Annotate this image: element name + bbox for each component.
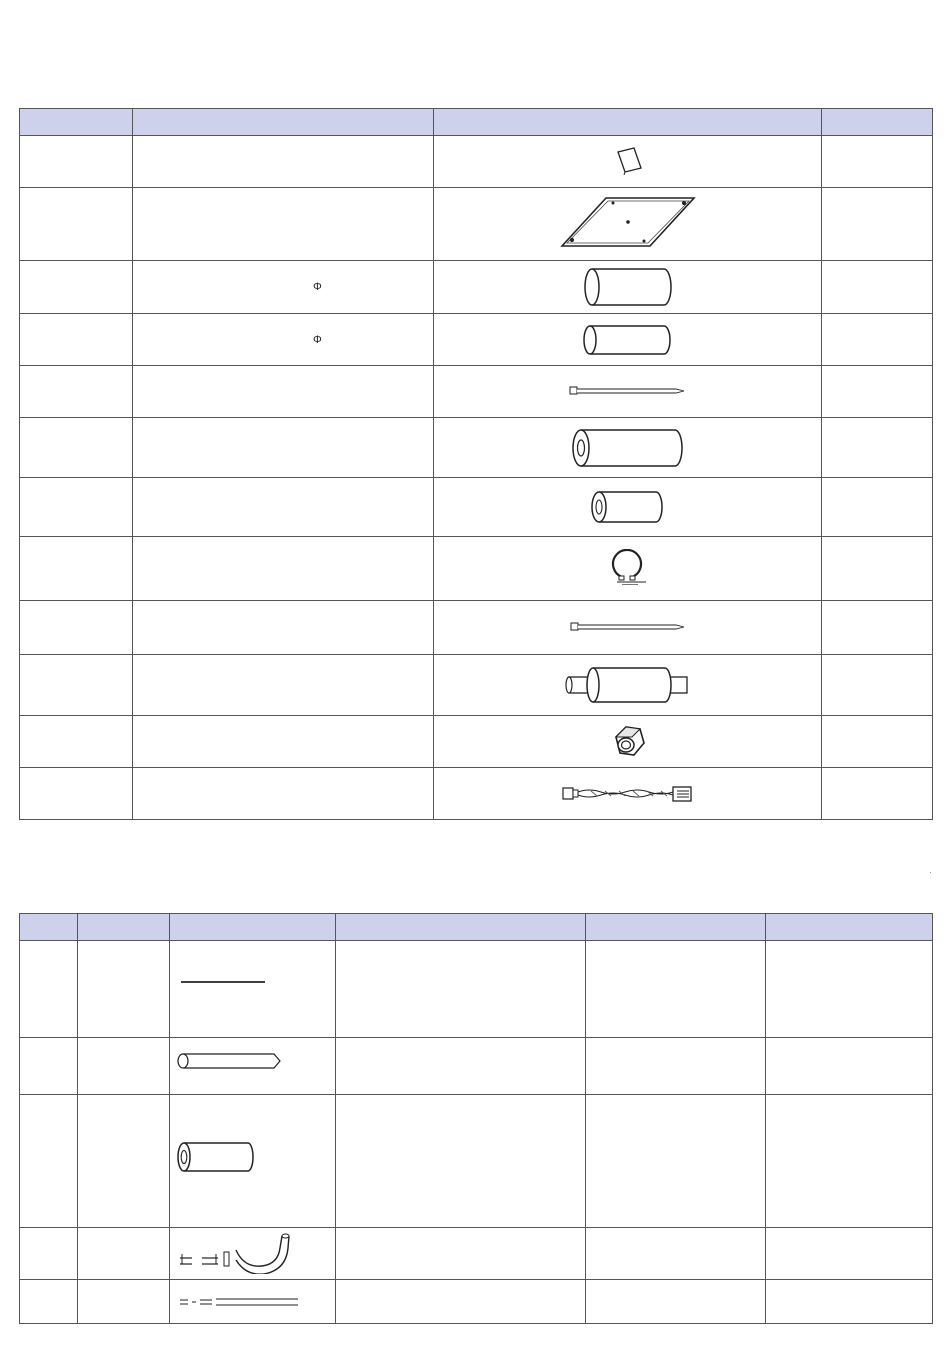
header-cell	[766, 914, 933, 941]
long-pipe-icon	[176, 1052, 286, 1070]
stray-mark	[930, 872, 931, 873]
table-cell	[766, 1228, 933, 1280]
table-cell	[133, 366, 434, 418]
table-cell	[586, 1228, 766, 1280]
table-row	[20, 768, 933, 820]
table-cell	[822, 261, 933, 314]
table-cell	[434, 768, 822, 820]
table-cell	[133, 418, 434, 478]
table-cell	[78, 1280, 170, 1324]
table-cell	[586, 1095, 766, 1228]
table-cell	[822, 716, 933, 768]
table-cell	[133, 314, 434, 366]
table-cell	[170, 1280, 336, 1324]
table-row	[20, 261, 933, 314]
table-cell	[336, 1038, 586, 1095]
header-cell	[20, 109, 133, 136]
mounting-plate-icon	[558, 194, 698, 254]
table-cell	[133, 716, 434, 768]
table-cell	[766, 1280, 933, 1324]
table-cell	[822, 537, 933, 601]
large-insulation-sleeve-icon	[582, 266, 674, 308]
table-cell	[434, 366, 822, 418]
table-cell	[78, 1095, 170, 1228]
table-cell	[336, 1095, 586, 1228]
table-cell	[20, 366, 133, 418]
table-cell	[822, 768, 933, 820]
table-cell	[336, 1280, 586, 1324]
table-cell	[822, 655, 933, 716]
table-cell	[434, 261, 822, 314]
diameter-symbol: Φ	[313, 333, 322, 346]
small-insulation-sleeve-icon	[582, 324, 674, 356]
table-cell	[336, 941, 586, 1038]
thick-pipe-sleeve-icon	[571, 428, 685, 468]
table-row	[20, 188, 933, 261]
table-row	[20, 314, 933, 366]
table-cell	[822, 478, 933, 537]
table-cell	[822, 314, 933, 366]
table-cell	[20, 655, 133, 716]
table-cell	[434, 655, 822, 716]
table-cell	[133, 188, 434, 261]
table-cell	[170, 941, 336, 1038]
table-cell	[20, 941, 78, 1038]
table-cell	[434, 716, 822, 768]
clamp-ring-icon	[604, 549, 652, 589]
table-cell	[586, 941, 766, 1038]
table-cell	[20, 188, 133, 261]
header-cell	[586, 914, 766, 941]
table-cell	[822, 366, 933, 418]
manual-booklet-icon	[608, 144, 648, 180]
table-cell	[78, 1038, 170, 1095]
table-cell	[133, 655, 434, 716]
flare-nut-icon	[608, 723, 648, 761]
table-row	[20, 655, 933, 716]
table-row	[20, 1280, 933, 1324]
table-cell	[434, 314, 822, 366]
table-cell	[434, 478, 822, 537]
diameter-symbol: Φ	[313, 281, 322, 293]
table-cell	[20, 1038, 78, 1095]
table-cell	[20, 418, 133, 478]
long-cable-tie-icon	[568, 620, 688, 634]
table-row	[20, 716, 933, 768]
table-cell	[20, 1228, 78, 1280]
table-row	[20, 941, 933, 1038]
table-cell	[133, 601, 434, 655]
table-cell	[20, 1095, 78, 1228]
table-row	[20, 1228, 933, 1280]
table-cell	[20, 1280, 78, 1324]
table-cell	[20, 261, 133, 314]
table-cell	[434, 136, 822, 188]
table-cell	[133, 478, 434, 537]
header-cell	[78, 914, 170, 941]
table-cell	[133, 261, 434, 314]
table-row	[20, 601, 933, 655]
table-cell	[170, 1095, 336, 1228]
table-cell	[20, 478, 133, 537]
table-row	[20, 1095, 933, 1228]
header-cell	[170, 914, 336, 941]
header-cell	[822, 109, 933, 136]
table-cell	[434, 537, 822, 601]
table-cell	[20, 136, 133, 188]
table-cell	[586, 1038, 766, 1095]
wire-harness-icon	[561, 783, 695, 805]
table-cell	[170, 1228, 336, 1280]
table-row	[20, 537, 933, 601]
table-cell	[822, 601, 933, 655]
table-cell	[586, 1280, 766, 1324]
table-row	[20, 136, 933, 188]
table-cell	[822, 188, 933, 261]
table-cell	[133, 136, 434, 188]
table-cell	[20, 537, 133, 601]
table-row	[20, 1038, 933, 1095]
table-cell	[434, 601, 822, 655]
short-pipe-sleeve-icon	[590, 490, 666, 524]
table-row	[20, 478, 933, 537]
table-cell	[20, 768, 133, 820]
table-cell	[20, 314, 133, 366]
table-cell	[20, 716, 133, 768]
header-cell	[434, 109, 822, 136]
table-cell	[133, 537, 434, 601]
header-cell	[133, 109, 434, 136]
table-cell	[766, 1095, 933, 1228]
table-cell	[434, 418, 822, 478]
header-cell	[336, 914, 586, 941]
cable-tie-icon	[568, 384, 688, 398]
accessory-table-header	[20, 109, 933, 136]
insulated-pipe-joint-icon	[563, 666, 693, 704]
thin-tube-icon	[178, 1296, 302, 1308]
table-cell	[20, 601, 133, 655]
pipe-line-icon	[180, 980, 270, 986]
piping-table	[19, 913, 933, 1324]
table-cell	[78, 941, 170, 1038]
table-row	[20, 418, 933, 478]
table-cell	[434, 188, 822, 261]
table-cell	[822, 136, 933, 188]
accessory-table	[19, 108, 933, 820]
drain-hose-fittings-icon	[178, 1232, 298, 1274]
header-cell	[20, 914, 78, 941]
table-cell	[336, 1228, 586, 1280]
table-cell	[133, 768, 434, 820]
piping-table-header	[20, 914, 933, 941]
table-cell	[766, 1038, 933, 1095]
short-thick-pipe-icon	[176, 1141, 256, 1173]
table-cell	[766, 941, 933, 1038]
table-cell	[170, 1038, 336, 1095]
table-cell	[78, 1228, 170, 1280]
table-row	[20, 366, 933, 418]
table-cell	[822, 418, 933, 478]
